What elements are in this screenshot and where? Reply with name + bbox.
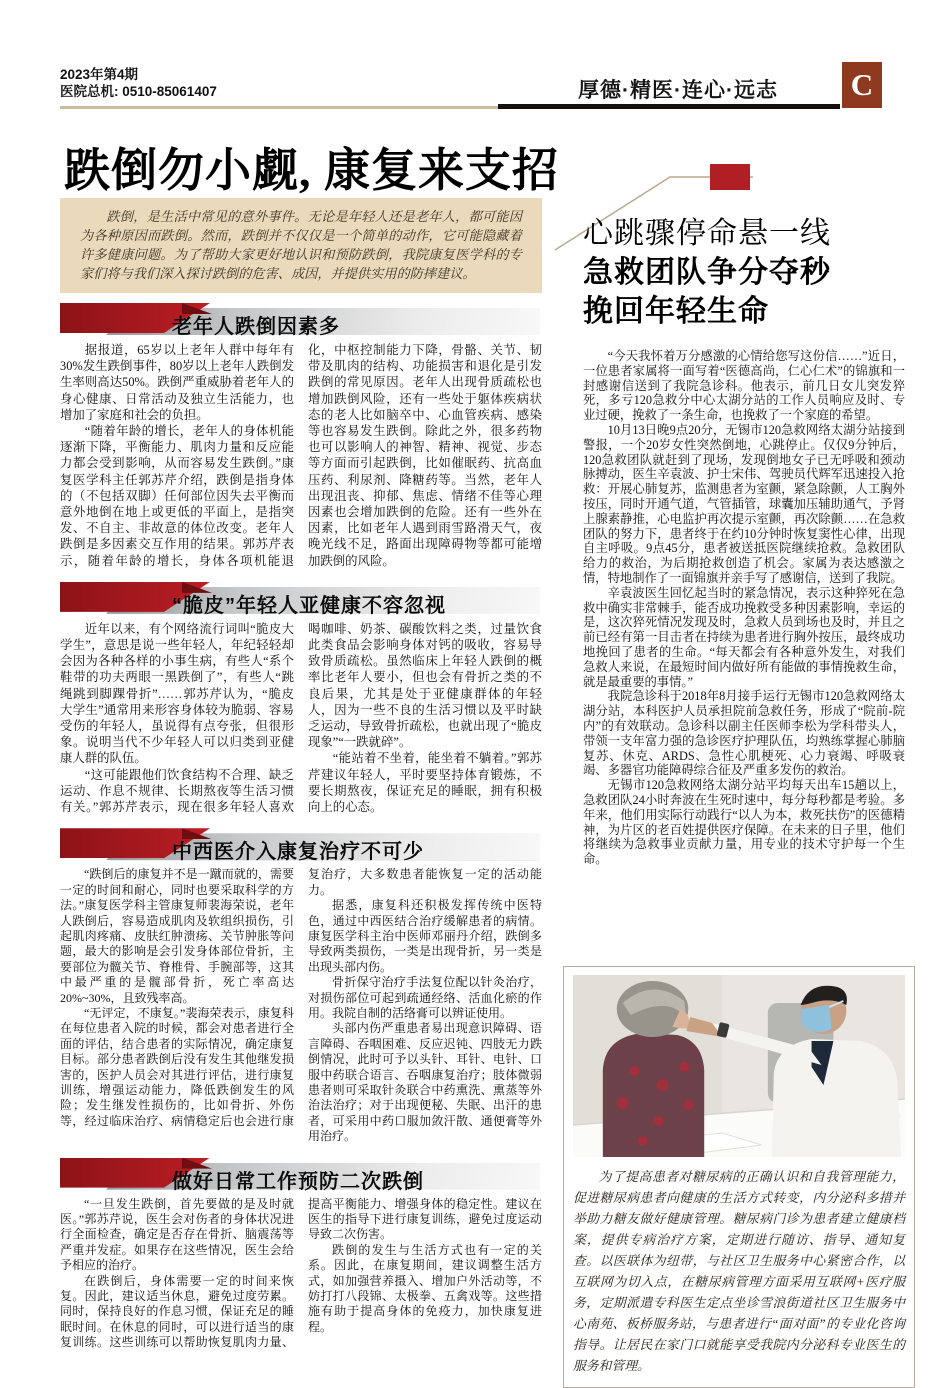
section-body [60,1197,542,1351]
paragraph: “一旦发生跌倒，首先要做的是及时就医。”郭苏芹说，医生会对伤者的身体状况进行全面检查，确定是否存在骨折、脑震荡等严重并发症。如果存在这些情况，医生会给予相应的治疗。 [60,1196,294,1273]
paragraph: 据报道，65岁以上老年人群中每年有30%发生跌倒事件，80岁以上老年人跌倒发生率则高达50%。跌倒严重威胁着老年人的身心健康、日常活动及独立生活能力，也增加了家庭和社会的负担。 [60,343,294,422]
section-header [60,582,542,617]
issue-block [60,66,217,100]
section-body [60,342,542,569]
masthead-rule-tan [60,106,498,109]
photo-caption [573,1167,905,1377]
section-tcm-rehab [60,828,542,1144]
section-body [60,867,542,1144]
paragraph: 在跌倒后，身体需要一定的时间来恢复。因此，建议适当休息，避免过度劳累。同时，保持良好的作息习惯，保证充足的睡眠时间。在休息的同时，可以进行适当的康复训练。这些训练可以帮助恢复肌肉力量、提高平衡能力、增强身体的稳定性。建议在医生的指导下进行康复训练，避免过度运动导致二次伤害。 [60,1196,542,1350]
article-intro-text: 跌倒，是生活中常见的意外事件。无论是年轻人还是老年人，都可能因为各种原因而跌倒。然而，跌倒并不仅仅是一个简单的动作，它可能隐藏着许多健康问题。为了帮助大家更好地认识和预防跌倒，我院康复医学科的专家们将与我们深入探讨跌倒的危害、成因，并提供实用的防摔建议。 [80,209,522,281]
paragraph: “这可能跟他们饮食结构不合理、缺乏运动、作息不规律、长期熬夜等生活习惯有关。”郭苏芹表示，现在很多年轻人喜欢喝咖啡、奶茶、碳酸饮料之类，过量饮食此类食品会影响身体对钙的吸收，容易导致骨质疏松。虽然临床上年轻人跌倒的概率比老年人要小，但也会有骨折之类的不良后果，尤其是处于亚健康群体的年轻人，因为一些不良的生活习惯以及平时缺乏运动，导致骨折疏松，也就出现了“脆皮现象”“一跌就碎”。 [60,621,542,815]
page-title: 跌倒勿小觑, 康复来支招 [64,145,559,196]
hospital-phone: 医院总机: 0510-85061407 [60,84,217,99]
section-title: “脆皮”年轻人亚健康不容忽视 [172,594,446,617]
section-prevent-second-fall [60,1158,542,1351]
paragraph: 无锡市120急救网络太湖分站平均每天出车15趟以上，急救团队24小时奔波在生死时速中，每分每秒都是考验。多年来，他们用实际行动践行“以人为本，救死扶伤”的医德精神，为片区的老百姓提供医疗保障。在未来的日子里，他们将继续为急救事业贡献力量，用专业的技术守护每一个生命。 [583,778,905,867]
paragraph: 头部内伤严重患者易出现意识障碍、语言障碍、吞咽困难、反应迟钝、四肢无力跌倒情况，此时可予以头针、耳针、电针、口服中药联合语言、吞咽康复治疗；肢体微弱患者则可采取针灸联合中药熏洗、熏蒸等外治法治疗；对于出现便秘、失眠、出汗的患者，可采用中药口服加敛汗散、通便膏等外用治疗。 [308,1021,542,1144]
photo-story-box [563,966,915,1388]
caption-text: 为了提高患者对糖尿病的正确认识和自我管理能力，促进糖尿病患者向健康的生活方式转变，内分泌科多措并举助力糖友做好健康管理。糖尿病门诊为患者建立健康档案，提供专病治疗方案，定期进行随访、指导、通知复查。以医联体为纽带，与社区卫生服务中心紧密合作，以互联网为切入点，在糖尿病管理方面采用互联网+医疗服务，定期派遣专科医生定点坐诊雪浪街道社区卫生服务中心南苑、板桥服务站，与患者进行“面对面”的专业化咨询指导。让居民在家门口就能享受我院内分泌科专业医生的服务和管理。 [573,1170,905,1373]
paragraph: “随着年龄的增长，老年人的身体机能逐渐下降，平衡能力、肌肉力量和反应能力都会受到影响，从而容易发生跌倒。”康复医学科主任郭苏芹介绍，跌倒是指身体的（不包括双脚）任何部位因失去平衡而意外地倒在地上或更低的平面上，是指突发、不自主、非故意的体位改变。老年人跌倒是多因素交互作用的结果。郭苏芹表示，随着年龄的增长，身体各项机能退化，中枢控制能力下降，骨骼、关节、韧带及肌肉的结构、功能损害和退化是引发跌倒的常见原因。老年人出现骨质疏松也增加跌倒风险，还有一些处于躯体疾病状态的老人比如脑卒中、心血管疾病、感染等也容易发生跌倒。除此之外，很多药物也可以影响人的神智、精神、视觉、步态等方面而引起跌倒，比如催眠药、抗高血压药、利尿剂、降糖药等。当然，老年人出现沮丧、抑郁、焦虑、情绪不佳等心理因素也会增加跌倒的危险。还有一些外在因素，比如老年人遇到雨雪路滑天气，夜晚光线不足，路面出现障碍物等都可能增加跌倒的风险。 [60,343,542,568]
section-title: 中西医介入康复治疗不可少 [172,841,424,864]
paragraph: 跌倒的发生与生活方式也有一定的关系。因此，在康复期间，建议调整生活方式，如加强营养摄入、增加户外活动等，不妨打打八段锦、太极拳、五禽戏等。这些措施有助于提高身体的免疫力，加快康复进程。 [308,1242,542,1334]
section-header [60,303,542,338]
hospital-motto: 厚德·精医·连心·远志 [578,79,778,102]
headline-line: 心跳骤停命悬一线 [583,217,831,250]
section-fragile-youth [60,582,542,815]
section-body [60,621,542,815]
page-letter-badge: C [842,62,882,108]
paragraph: 近年以来，有个网络流行词叫“脆皮大学生”，意思是说一些年轻人，年纪轻轻却会因为各种各样的小事生病，有些人“系个鞋带的功夫两眼一黑跌倒了”，有些人“跳绳跳到脚踝骨折”……郭苏芹认为，“脆皮大学生”通常用来形容身体较为脆弱、容易受伤的年轻人，虽说得有点夸张，但很形象。说明当代不少年轻人可以归类到亚健康人群的队伍。 [60,621,294,766]
rescue-article-body [583,349,905,867]
paragraph: “能站着不坐着，能坐着不躺着。”郭苏芹建议年轻人，平时要坚持体育锻炼，不要长期熬夜，保证充足的睡眠，拥有积极向上的心态。 [308,751,542,815]
paragraph: “跌倒后的康复并不是一蹴而就的，需要一定的时间和耐心，同时也要采取科学的方法。”康复医学科主管康复师裴海荣说，老年人跌倒后，容易造成肌肉及软组织损伤，引起肌肉疼痛、皮肤红肿溃疡、关节肿胀等问题，最大的影响是会引发身体部位骨折，主要部位为髋关节、脊椎骨、手腕部等，这其中最严重的是髋部骨折，死亡率高达20%~30%，且致残率高。 [60,867,294,1005]
headline-line: 挽回年轻生命 [583,295,769,328]
paragraph: “无评定，不康复。”裴海荣表示，康复科在每位患者入院的时候，都会对患者进行全面的评估，结合患者的实际情况，确定康复目标。部分患者跌倒后没有发生其他继发损害的，医护人员会对其进行评估，进行康复训练，增强运动能力，降低跌倒发生的风险；发生继发性损伤的，比如骨折、外伤等，经过临床治疗、病情稳定后也会进行康复治疗，大多数患者能恢复一定的活动能力。 [60,867,542,1128]
section-header [60,828,542,864]
paragraph: 据悉，康复科还积极发挥传统中医特色，通过中西医结合治疗缓解患者的病情。康复医学科主治中医师邓丽丹介绍，跌倒多导致两类损伤，一类是出现骨折，另一类是出现头部内伤。 [308,898,542,974]
section-title: 做好日常工作预防二次跌倒 [172,1170,424,1193]
masthead-rule-dark [498,104,840,109]
issue-number: 2023年第4期 [60,67,139,82]
paragraph: “今天我怀着万分感激的心情给您写这份信……”近日，一位患者家属将一面写着“医德高尚，仁心仁术”的锦旗和一封感谢信送到了我院急诊科。他表示，前几日女儿突发猝死，多亏120急救分中心太湖分站的工作人员响应及时、专业过硬，挽救了一条生命，也挽救了一个家庭的希望。 [583,349,905,423]
masthead [60,62,882,108]
fall-prevention-article [60,198,542,1364]
clinic-photo [573,975,905,1157]
paragraph: 辛袁波医生回忆起当时的紧急情况，表示这种猝死在急救中确实非常棘手，能否成功挽救受多种因素影响，幸运的是，这次猝死情况发现及时，急救人员到场也及时，并且之前已经有第一目击者在持续为患者进行胸外按压，最终成功地挽回了患者的生命。“每天都会有各种意外发生，对我们急救人来说，在最短时间内做好所有能做的事情挽救生命，就是最重要的事情。” [583,585,905,689]
paragraph: 10月13日晚9点20分，无锡市120急救网络太湖分站接到警报，一个20岁女性突然倒地，心跳停止。仅仅9分钟后，120急救团队就赶到了现场，发现倒地女子已无呼吸和颈动脉搏动，医生辛袁波、护士宋伟、驾驶员代辉军迅速投入抢救：开展心肺复苏，监测患者为室颤，紧急除颤，人工胸外按压，同时开通气道，气管插管，球囊加压辅助通气，予肾上腺素静推，心电监护再次提示室颤，再次除颤……在急救团队的努力下，患者终于在约10分钟时恢复窦性心律，出现自主呼吸。9点45分，患者被送抵医院继续抢救。急救团队给力的救治，为后期抢救创造了机会。家属为表达感激之情，特地制作了一面锦旗并亲手写了感谢信，送到了我院。 [583,422,905,585]
emergency-rescue-article [583,150,905,968]
section-header [60,1158,542,1193]
headline-line: 急救团队争分夺秒 [583,256,831,289]
paragraph: 我院急诊科于2018年8月接手运行无锡市120急救网络太湖分站，本科医护人员承担院前急救任务，形成了“院前-院内”的有效联动。急诊科以副主任医师李松为学科带头人，带领一支年富力强的急诊医疗护理队伍，均熟练掌握心肺脑复苏、休克、ARDS、急性心肌梗死、心力衰竭、呼吸衰竭、多器官功能障碍综合征及严重多发伤的救治。 [583,689,905,778]
paragraph: 骨折保守治疗手法复位配以针灸治疗，对损伤部位可起到疏通经络、活血化瘀的作用。我院自制的活络膏可以辨证使用。 [308,975,542,1020]
article-intro-box [60,198,542,293]
section-elderly-fall-factors [60,303,542,569]
rescue-article-headline [583,214,905,331]
section-title: 老年人跌倒因素多 [172,316,340,338]
